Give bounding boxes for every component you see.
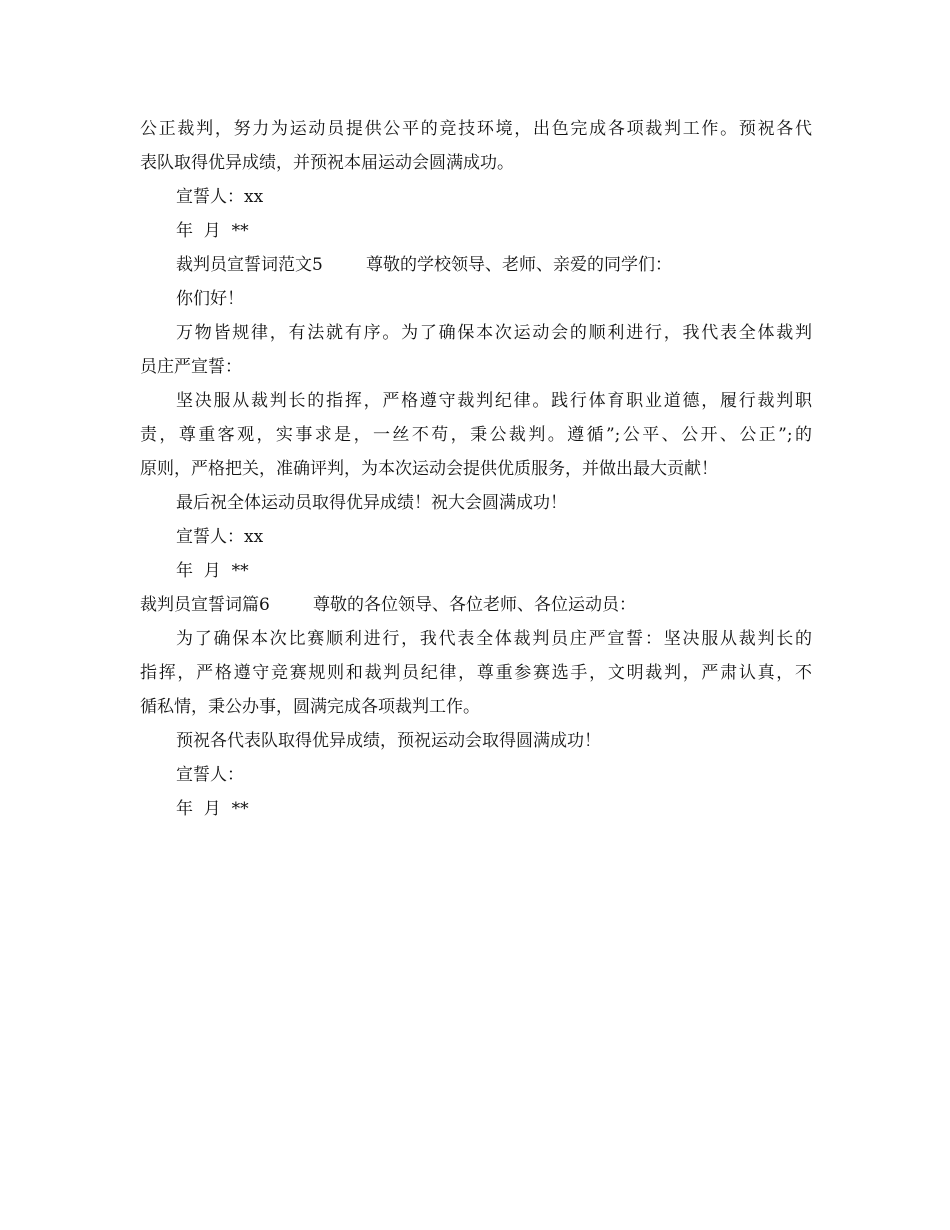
paragraph-line: 表队取得优异成绩，并预祝本届运动会圆满成功。 bbox=[140, 153, 514, 173]
section-heading: 裁判员宣誓词篇6 尊敬的各位领导、各位老师、各位运动员： bbox=[140, 595, 637, 615]
paragraph-line: 循私情，秉公办事，圆满完成各项裁判工作。 bbox=[140, 697, 480, 717]
paragraph-line: 坚决服从裁判长的指挥，严格遵守裁判纪律。践行体育职业道德，履行裁判职 bbox=[176, 391, 812, 411]
date-line: 年 月 ** bbox=[176, 799, 249, 819]
date-line: 年 月 ** bbox=[176, 561, 249, 581]
signatory-line: 宣誓人： bbox=[176, 765, 244, 785]
paragraph-line: 原则，严格把关，准确评判，为本次运动会提供优质服务，并做出最大贡献！ bbox=[140, 459, 718, 479]
paragraph-line: 员庄严宣誓： bbox=[140, 357, 242, 377]
document-body bbox=[140, 112, 812, 826]
paragraph-line: 预祝各代表队取得优异成绩，预祝运动会取得圆满成功！ bbox=[176, 731, 601, 751]
paragraph-line: 为了确保本次比赛顺利进行，我代表全体裁判员庄严宣誓：坚决服从裁判长的 bbox=[176, 629, 812, 649]
greeting-line: 你们好！ bbox=[176, 289, 244, 309]
section-heading: 裁判员宣誓词范文5 尊敬的学校领导、老师、亲爱的同学们： bbox=[176, 255, 673, 275]
paragraph-line: 公正裁判，努力为运动员提供公平的竞技环境，出色完成各项裁判工作。预祝各代 bbox=[140, 119, 812, 139]
paragraph-line: 指挥，严格遵守竞赛规则和裁判员纪律，尊重参赛选手，文明裁判，严肃认真，不 bbox=[140, 663, 812, 683]
signatory-line: 宣誓人：xx bbox=[176, 527, 264, 547]
paragraph-line: 责，尊重客观，实事求是，一丝不苟，秉公裁判。遵循”;公平、公开、公正”;的 bbox=[140, 425, 812, 445]
signatory-line: 宣誓人：xx bbox=[176, 187, 264, 207]
date-line: 年 月 ** bbox=[176, 221, 249, 241]
paragraph-line: 万物皆规律，有法就有序。为了确保本次运动会的顺利进行，我代表全体裁判 bbox=[176, 323, 812, 343]
paragraph-line: 最后祝全体运动员取得优异成绩！祝大会圆满成功！ bbox=[176, 493, 567, 513]
